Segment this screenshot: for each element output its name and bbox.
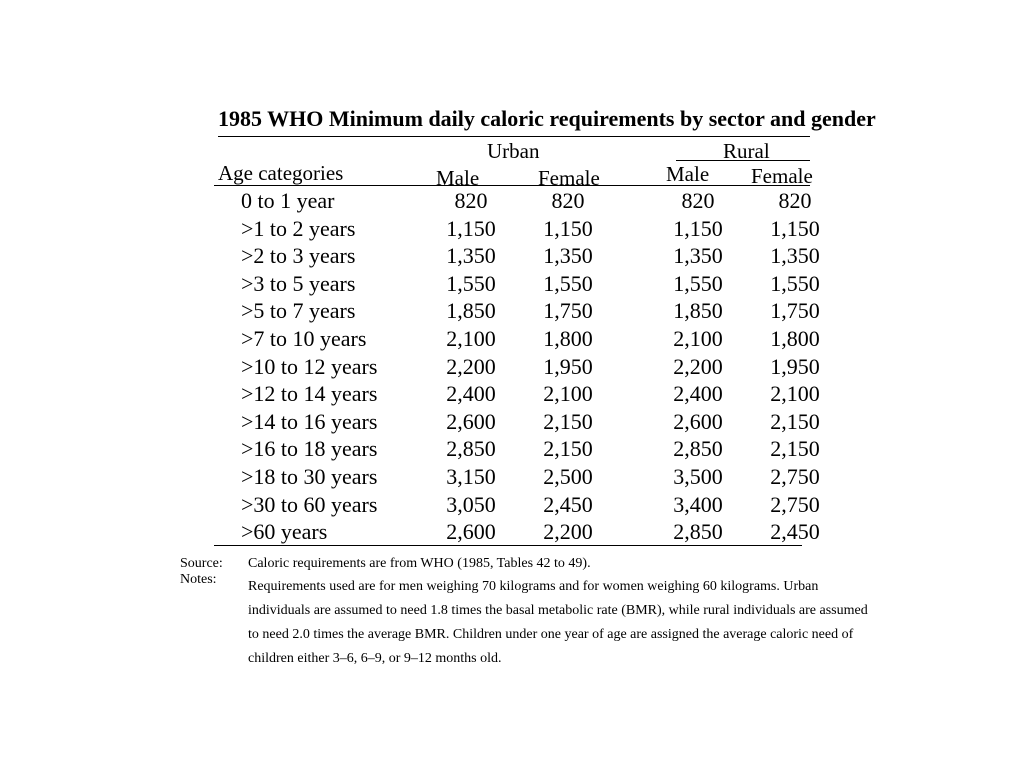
rural-female-cell: 1,150 (770, 216, 820, 241)
rural-male-cell: 1,150 (673, 216, 723, 241)
rural-female-cell: 1,950 (770, 354, 820, 379)
rural-female-cell: 2,100 (770, 381, 820, 406)
rural-male-cell: 2,200 (673, 354, 723, 379)
bottom-rule (214, 545, 802, 546)
notes-line: individuals are assumed to need 1.8 times the basal metabolic rate (BMR), while rural individuals are assumed (248, 603, 868, 618)
rural-female-cell: 820 (778, 188, 812, 213)
rural-group-rule (676, 160, 810, 161)
urban-female-cell: 2,150 (543, 436, 593, 461)
rural-male-cell: 1,350 (673, 243, 723, 268)
notes-line: to need 2.0 times the average BMR. Children under one year of age are assigned the average caloric need of (248, 627, 854, 642)
age-category-cell: >12 to 14 years (241, 381, 378, 406)
rural-male-cell: 820 (681, 188, 715, 213)
rural-female-cell: 2,750 (770, 464, 820, 489)
urban-male-cell: 820 (454, 188, 488, 213)
urban-male-cell: 1,550 (446, 271, 496, 296)
urban-female-cell: 820 (551, 188, 585, 213)
urban-female-cell: 2,100 (543, 381, 593, 406)
urban-female-cell: 1,800 (543, 326, 593, 351)
rural-male-cell: 2,850 (673, 519, 723, 544)
rural-female-cell: 1,800 (770, 326, 820, 351)
age-category-cell: >10 to 12 years (241, 354, 378, 379)
group-header-urban: Urban (487, 139, 540, 163)
urban-male-cell: 3,150 (446, 464, 496, 489)
urban-female-cell: 1,350 (543, 243, 593, 268)
header-urban-male: Male (436, 166, 480, 190)
header-urban-female: Female (538, 166, 600, 190)
header-age-categories: Age categories (218, 161, 344, 185)
urban-male-cell: 2,200 (446, 354, 496, 379)
urban-male-cell: 2,850 (446, 436, 496, 461)
rural-female-cell: 1,350 (770, 243, 820, 268)
rural-male-cell: 1,850 (673, 298, 723, 323)
table-title: 1985 WHO Minimum daily caloric requirements by sector and gender (218, 106, 876, 131)
urban-female-cell: 2,200 (543, 519, 593, 544)
group-header-rural: Rural (723, 139, 770, 163)
age-category-cell: >18 to 30 years (241, 464, 378, 489)
rural-female-cell: 2,750 (770, 492, 820, 517)
rural-male-cell: 2,100 (673, 326, 723, 351)
age-category-cell: >1 to 2 years (241, 216, 356, 241)
age-category-cell: >2 to 3 years (241, 243, 356, 268)
rural-male-cell: 2,600 (673, 409, 723, 434)
header-rural-female: Female (751, 164, 813, 188)
urban-female-cell: 2,150 (543, 409, 593, 434)
urban-male-cell: 2,600 (446, 409, 496, 434)
notes-line: Requirements used are for men weighing 70 kilograms and for women weighing 60 kilograms. Urban (248, 579, 819, 594)
age-category-cell: >14 to 16 years (241, 409, 378, 434)
urban-female-cell: 2,450 (543, 492, 593, 517)
rural-female-cell: 1,750 (770, 298, 820, 323)
rural-female-cell: 2,450 (770, 519, 820, 544)
title-underline (218, 136, 810, 137)
rural-female-cell: 1,550 (770, 271, 820, 296)
urban-female-cell: 1,750 (543, 298, 593, 323)
age-category-cell: >16 to 18 years (241, 436, 378, 461)
urban-male-cell: 1,350 (446, 243, 496, 268)
notes-label: Notes: (180, 572, 217, 587)
age-category-cell: 0 to 1 year (241, 188, 335, 213)
rural-male-cell: 1,550 (673, 271, 723, 296)
source-text: Caloric requirements are from WHO (1985, Tables 42 to 49). (248, 556, 591, 571)
urban-male-cell: 2,600 (446, 519, 496, 544)
age-category-cell: >60 years (241, 519, 328, 544)
notes-line: children either 3–6, 6–9, or 9–12 months old. (248, 651, 502, 666)
urban-female-cell: 2,500 (543, 464, 593, 489)
age-category-cell: >5 to 7 years (241, 298, 356, 323)
urban-male-cell: 2,400 (446, 381, 496, 406)
rural-male-cell: 3,500 (673, 464, 723, 489)
urban-male-cell: 2,100 (446, 326, 496, 351)
rural-male-cell: 2,400 (673, 381, 723, 406)
urban-female-cell: 1,550 (543, 271, 593, 296)
age-category-cell: >30 to 60 years (241, 492, 378, 517)
urban-male-cell: 1,850 (446, 298, 496, 323)
urban-female-cell: 1,950 (543, 354, 593, 379)
urban-female-cell: 1,150 (543, 216, 593, 241)
rural-female-cell: 2,150 (770, 409, 820, 434)
rural-male-cell: 2,850 (673, 436, 723, 461)
rural-female-cell: 2,150 (770, 436, 820, 461)
rural-male-cell: 3,400 (673, 492, 723, 517)
source-label: Source: (180, 556, 223, 571)
urban-male-cell: 1,150 (446, 216, 496, 241)
age-category-cell: >3 to 5 years (241, 271, 356, 296)
header-rural-male: Male (666, 162, 710, 186)
header-rule (214, 185, 810, 186)
age-category-cell: >7 to 10 years (241, 326, 367, 351)
urban-male-cell: 3,050 (446, 492, 496, 517)
